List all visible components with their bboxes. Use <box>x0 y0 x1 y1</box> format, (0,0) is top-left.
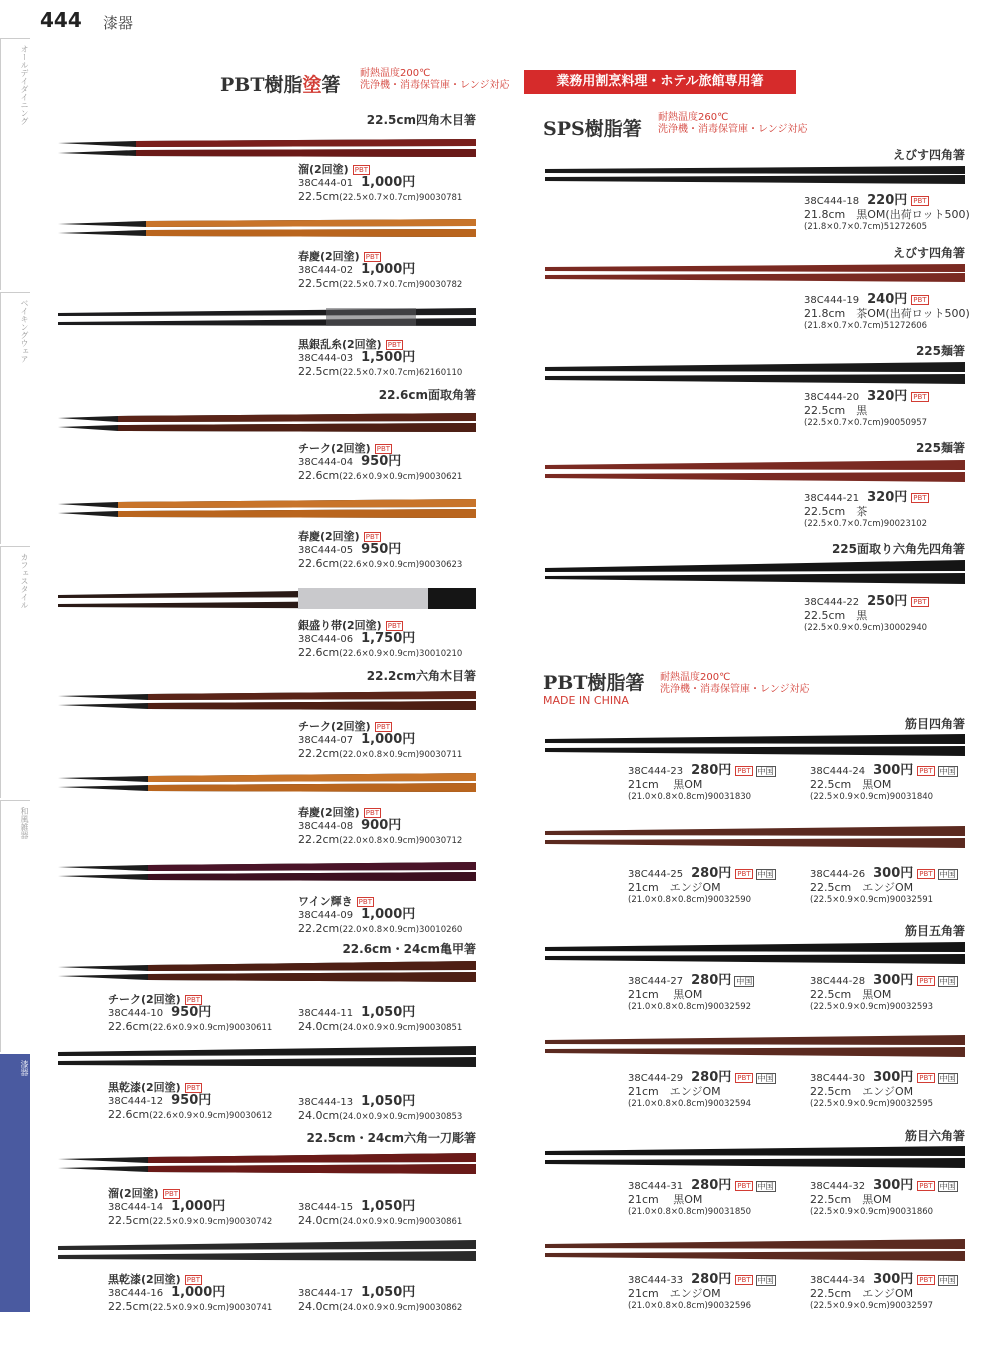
category-heading: 22.5cm四角木目箸 <box>366 113 476 127</box>
chopsticks-image <box>58 958 476 984</box>
product-item: 38C444-21 320円 PBT 22.5cm 茶 (22.5×0.7×0.7cm)90023102 <box>804 490 928 529</box>
chopsticks-image <box>58 410 476 434</box>
product-item: 38C444-22 250円 PBT 22.5cm 黒 (22.5×0.9×0.9cm)30002940 <box>804 594 928 633</box>
category-heading: 22.6cm面取角箸 <box>378 388 476 402</box>
product-item: 黒銀乱糸(2回塗) PBT 38C444-03 1,500円 22.5cm(22.5×0.7×0.7cm)62160110 <box>298 338 463 378</box>
chopsticks-image <box>545 558 965 586</box>
category-heading: 225面取り六角先四角箸 <box>831 542 965 556</box>
category-heading: 22.6cm・24cm亀甲箸 <box>342 942 476 956</box>
product-item: 38C444-32 300円 PBT 中国 22.5cm 黒OM (22.5×0.9×0.9cm)90031860 <box>810 1178 956 1217</box>
product-item: 38C444-26 300円 PBT 中国 22.5cm エンジOM (22.5×0.9×0.9cm)90032591 <box>810 866 956 905</box>
category-heading: 筋目六角箸 <box>904 1129 965 1143</box>
chopsticks-image <box>545 164 965 186</box>
product-item: 春慶(2回塗) PBT 38C444-02 1,000円 22.5cm(22.5×0.7×0.7cm)90030782 <box>298 250 463 290</box>
chopsticks-image <box>58 496 476 520</box>
product-item: チーク(2回塗) PBT 38C444-07 1,000円 22.2cm(22.0×0.8×0.9cm)90030711 <box>298 720 463 760</box>
pbt-resin-specs: 耐熱温度200℃ 洗浄機・消毒保管庫・レンジ対応 <box>660 672 810 695</box>
product-item: 溜(2回塗) PBT 38C444-01 1,000円 22.5cm(22.5×0.7×0.7cm)90030781 <box>298 163 463 203</box>
category-heading: えびす四角箸 <box>892 246 965 260</box>
chopsticks-image <box>545 1237 965 1263</box>
product-item: 春慶(2回塗) PBT 38C444-05 950円 22.6cm(22.6×0.9×0.9cm)90030623 <box>298 530 463 570</box>
pbt-lacquer-specs: 耐熱温度200℃ 洗浄機・消毒保管庫・レンジ対応 <box>360 68 510 91</box>
product-item: 38C444-15 1,050円 24.0cm(24.0×0.9×0.9cm)90030861 <box>298 1199 463 1227</box>
product-item: 38C444-28 300円 PBT 中国 22.5cm 黒OM (22.5×0.9×0.9cm)90032593 <box>810 973 956 1012</box>
side-tab-lacquer[interactable]: 漆器 <box>0 1054 30 1312</box>
product-item: チーク(2回塗) PBT 38C444-10 950円 22.6cm(22.6×0.9×0.9cm)90030611 <box>108 993 273 1033</box>
chopsticks-image <box>58 585 476 613</box>
product-item: 38C444-11 1,050円 24.0cm(24.0×0.9×0.9cm)90030851 <box>298 1005 463 1033</box>
pbt-resin-title: PBT樹脂箸 <box>543 672 645 694</box>
chopsticks-image <box>545 458 965 484</box>
product-item: 38C444-17 1,050円 24.0cm(24.0×0.9×0.9cm)90030862 <box>298 1285 463 1313</box>
chopsticks-image <box>58 859 476 883</box>
chopsticks-image <box>545 1033 965 1059</box>
category-heading: 225麺箸 <box>915 441 965 455</box>
product-item: 銀盛り帯(2回塗) PBT 38C444-06 1,750円 22.6cm(22.6×0.9×0.9cm)30010210 <box>298 619 463 659</box>
chopsticks-image <box>58 1043 476 1069</box>
category-heading: 筋目五角箸 <box>904 924 965 938</box>
product-item: 38C444-24 300円 PBT 中国 22.5cm 黒OM (22.5×0.9×0.9cm)90031840 <box>810 763 956 802</box>
product-item: 38C444-13 1,050円 24.0cm(24.0×0.9×0.9cm)90030853 <box>298 1094 463 1122</box>
chopsticks-image <box>58 770 476 794</box>
product-item: 38C444-31 280円 PBT 中国 21cm 黒OM (21.0×0.8×0.8cm)90031850 <box>628 1178 774 1217</box>
product-item: 38C444-30 300円 PBT 中国 22.5cm エンジOM (22.5×0.9×0.9cm)90032595 <box>810 1070 956 1109</box>
category-heading: 22.2cm六角木目箸 <box>366 669 476 683</box>
chopsticks-image <box>545 1144 965 1170</box>
business-use-banner: 業務用割烹料理・ホテル旅館専用箸 <box>524 70 796 94</box>
chopsticks-image <box>58 305 476 329</box>
chopsticks-image <box>58 1237 476 1263</box>
product-item: 38C444-23 280円 PBT 中国 21cm 黒OM (21.0×0.8×0.8cm)90031830 <box>628 763 774 802</box>
chopsticks-image <box>545 940 965 966</box>
product-item: 38C444-34 300円 PBT 中国 22.5cm エンジOM (22.5×0.9×0.9cm)90032597 <box>810 1272 956 1311</box>
chopsticks-image <box>545 824 965 850</box>
category-heading: 225麺箸 <box>915 344 965 358</box>
product-item: 38C444-20 320円 PBT 22.5cm 黒 (22.5×0.7×0.7cm)90050957 <box>804 389 928 428</box>
chopsticks-image <box>545 262 965 284</box>
category-heading: 22.5cm・24cm六角一刀彫箸 <box>306 1131 476 1145</box>
made-in-china-label: MADE IN CHINA <box>543 694 629 707</box>
product-item: チーク(2回塗) PBT 38C444-04 950円 22.6cm(22.6×0.9×0.9cm)90030621 <box>298 442 463 482</box>
side-tab-japanese[interactable]: 和風雑器 <box>0 800 30 1052</box>
product-item: 黒乾漆(2回塗) PBT 38C444-16 1,000円 22.5cm(22.5×0.9×0.9cm)90030741 <box>108 1273 273 1313</box>
product-item: 38C444-29 280円 PBT 中国 21cm エンジOM (21.0×0.8×0.8cm)90032594 <box>628 1070 774 1109</box>
product-item: 黒乾漆(2回塗) PBT 38C444-12 950円 22.6cm(22.6×0.9×0.9cm)90030612 <box>108 1081 273 1121</box>
category-heading: 筋目四角箸 <box>904 717 965 731</box>
product-item: 38C444-33 280円 PBT 中国 21cm エンジOM (21.0×0.8×0.8cm)90032596 <box>628 1272 774 1311</box>
sps-specs: 耐熱温度260℃ 洗浄機・消毒保管庫・レンジ対応 <box>658 112 808 135</box>
chopsticks-image <box>545 360 965 386</box>
product-item: 38C444-27 280円 中国 21cm 黒OM (21.0×0.8×0.8cm)90032592 <box>628 973 753 1012</box>
product-item: 春慶(2回塗) PBT 38C444-08 900円 22.2cm(22.0×0.8×0.9cm)90030712 <box>298 806 463 846</box>
product-item: 38C444-18 220円 PBT 21.8cm 黒OM(出荷ロット500) (21.8×0.7×0.7cm)51272605 <box>804 193 970 232</box>
pbt-lacquer-title: PBT樹脂塗箸 <box>220 74 341 96</box>
page-number: 444 <box>40 8 82 32</box>
product-item: 溜(2回塗) PBT 38C444-14 1,000円 22.5cm(22.5×0.9×0.9cm)90030742 <box>108 1187 273 1227</box>
product-item: ワイン輝き PBT 38C444-09 1,000円 22.2cm(22.0×0.8×0.9cm)30010260 <box>298 895 463 935</box>
chopsticks-image <box>545 732 965 758</box>
product-item: 38C444-19 240円 PBT 21.8cm 茶OM(出荷ロット500) (21.8×0.7×0.7cm)51272606 <box>804 292 970 331</box>
side-tab-baking[interactable]: ベイキングウェア <box>0 292 30 544</box>
chopsticks-image <box>58 1150 476 1176</box>
section-title: 漆器 <box>103 14 134 32</box>
chopsticks-image <box>58 136 476 160</box>
category-heading: えびす四角箸 <box>892 148 965 162</box>
sps-title: SPS樹脂箸 <box>543 118 642 140</box>
chopsticks-image <box>58 216 476 240</box>
side-tab-all-day[interactable]: オールデイダイニング <box>0 38 30 290</box>
side-tab-cafe[interactable]: カフェスタイル <box>0 546 30 798</box>
product-item: 38C444-25 280円 PBT 中国 21cm エンジOM (21.0×0.8×0.8cm)90032590 <box>628 866 774 905</box>
chopsticks-image <box>58 688 476 712</box>
